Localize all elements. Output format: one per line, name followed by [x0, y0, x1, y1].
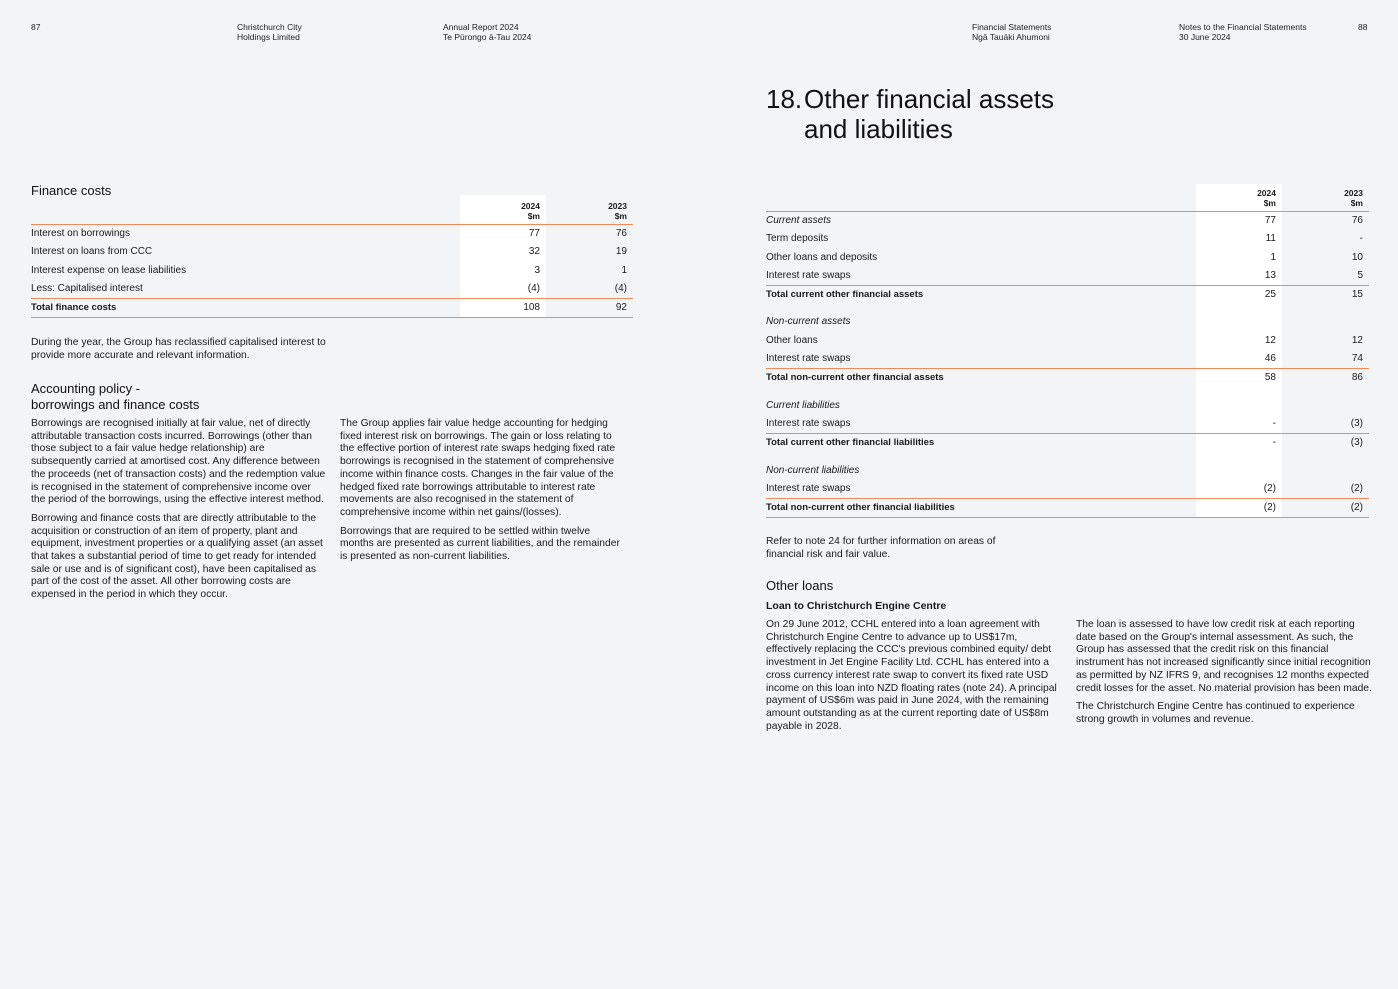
loan-col1-paragraph: On 29 June 2012, CCHL entered into a loan agreement with Christchurch Engine Centre to advance up to US$17m, effectively replacing the CCC's previous combined equity/ debt investment in Jet Engine Facility Ltd. CCHL has entered into a cross currency interest rate swap to convert its fixed rate USD income on this loan into NZD floating rates (note 24). A principal payment of US$6m was paid in June 2024, with the remaining amount outstanding as at the current reporting date of US$8m payable in 2028.: [766, 619, 1057, 732]
note-title-line1: Other financial assets: [804, 84, 1055, 114]
note-number: 18.: [766, 84, 803, 114]
finance-costs-total-row: Total finance costs 108 92: [31, 299, 633, 318]
finance-costs-table: [31, 195, 633, 318]
policy-col2-paragraph-2: Borrowings that are required to be settled within twelve months are presented as current liabilities, and the remainder is presented as non-current liabilities.: [340, 525, 620, 563]
other-financial-assets-table: [766, 184, 1369, 518]
refer-note: Refer to note 24 for further information on areas of financial risk and fair value.: [766, 536, 996, 560]
table-row: Interest on loans from CCC 32 19: [31, 243, 633, 261]
left-page-number: 87: [31, 22, 41, 32]
left-header-report-line1: Annual Report 2024: [443, 22, 519, 32]
reclass-note: During the year, the Group has reclassified capitalised interest to provide more accurate and relevant information.: [31, 337, 326, 361]
right-page-number: 88: [1358, 22, 1368, 32]
loan-col2-paragraph-1: The loan is assessed to have low credit risk at each reporting date based on the Group's internal assessment. As such, the Group has assessed that the credit risk on this financial instrument has not increased significantly since initial recognition as permitted by NZ IFRS 9, and recognises 12 months expected credit losses for the asset. No material provision has been made.: [1076, 619, 1372, 694]
note-title-line2: and liabilities: [804, 114, 953, 144]
left-header-report-line2: Te Pūrongo ā-Tau 2024: [443, 32, 532, 42]
col-2024-header: 2024 $m: [460, 195, 546, 225]
right-header-section-line2: Ngā Tauāki Ahumoni: [972, 32, 1050, 42]
loan-column-2: [1076, 619, 1372, 733]
col-2023-header: 2023 $m: [546, 195, 633, 225]
policy-col1-paragraph-1: Borrowings are recognised initially at fair value, net of directly attributable transaction costs incurred. Borrowings (other than those subject to a fair value hedge relationship) are subsequently carried at amortised cost. Any difference between the proceeds (net of transaction costs) and the redemption value is recognised in the statement of comprehensive income over the period of the borrowings, using the effective interest method.: [31, 418, 326, 506]
policy-col2-paragraph-1: The Group applies fair value hedge accounting for hedging fixed interest risk on borrowings. The gain or loss relating to the effective portion of interest rate swaps hedging fixed rate borrowings is recognised in the statement of comprehensive income within finance costs. Changes in the fair value of the hedged fixed rate borrowings attributable to interest rate movements are also recognised in the statement of comprehensive income within net gains/(losses).: [340, 418, 616, 518]
ofa-header-row: [766, 184, 1369, 212]
col-2024-header: 2024 $m: [1196, 184, 1282, 212]
loan-column-1: [766, 619, 1064, 739]
total-noncurrent-liabilities-row: Total non-current other financial liabilities (2) (2): [766, 499, 1369, 518]
section-heading-current-liabilities: Current liabilities: [766, 397, 1369, 415]
section-heading-noncurrent-liabilities: Non-current liabilities: [766, 462, 1369, 480]
table-row: Less: Capitalised interest (4) (4): [31, 280, 633, 299]
right-header-notes: [1179, 22, 1307, 42]
table-row: Interest rate swaps - (3): [766, 415, 1369, 434]
left-header-org: [237, 22, 302, 42]
total-current-liabilities-row: Total current other financial liabilities - (3): [766, 434, 1369, 453]
table-row: Interest on borrowings 77 76: [31, 225, 633, 244]
finance-costs-title: Finance costs: [31, 183, 112, 198]
policy-column-1: [31, 418, 326, 608]
table-row: Interest expense on lease liabilities 3 1: [31, 262, 633, 280]
engine-centre-subtitle: Loan to Christchurch Engine Centre: [766, 600, 947, 612]
col-2023-header: 2023 $m: [1282, 184, 1369, 212]
left-header-report: [443, 22, 531, 42]
policy-col1-paragraph-2: Borrowing and finance costs that are directly attributable to the acquisition or construction of an item of property, plant and equipment, investment properties or a qualifying asset (an asset that takes a substantial period of time to get ready for intended sale or use and is of significant cost), have been capitalised as part of the cost of the asset. All other borrowing costs are expensed in the period in which they occur.: [31, 512, 323, 601]
table-row: Interest rate swaps 46 74: [766, 350, 1369, 369]
section-heading-noncurrent-assets: Non-current assets: [766, 313, 1369, 331]
table-row: Other loans 12 12: [766, 332, 1369, 350]
accounting-policy-title: Accounting policy - borrowings and finance costs: [31, 381, 200, 412]
note-title: [766, 84, 1054, 144]
total-noncurrent-assets-row: Total non-current other financial assets 58 86: [766, 369, 1369, 388]
finance-costs-header-row: [31, 195, 633, 225]
loan-col2-paragraph-2: The Christchurch Engine Centre has continued to experience strong growth in volumes and revenue.: [1076, 701, 1355, 725]
table-row: Interest rate swaps 13 5: [766, 267, 1369, 286]
right-header-section: [972, 22, 1051, 42]
section-heading-current-assets: Current assets 77 76: [766, 212, 1369, 231]
other-loans-title: Other loans: [766, 578, 834, 593]
total-current-assets-row: Total current other financial assets 25 15: [766, 286, 1369, 305]
policy-column-2: [340, 418, 625, 570]
left-header-org-line2: Holdings Limited: [237, 32, 300, 42]
table-row: Interest rate swaps (2) (2): [766, 480, 1369, 499]
left-header-org-line1: Christchurch City: [237, 22, 302, 32]
table-row: Other loans and deposits 1 10: [766, 249, 1369, 267]
right-header-notes-line1: Notes to the Financial Statements: [1179, 22, 1307, 32]
right-header-notes-line2: 30 June 2024: [1179, 32, 1231, 42]
right-header-section-line1: Financial Statements: [972, 22, 1052, 32]
table-row: Term deposits 11 -: [766, 230, 1369, 248]
